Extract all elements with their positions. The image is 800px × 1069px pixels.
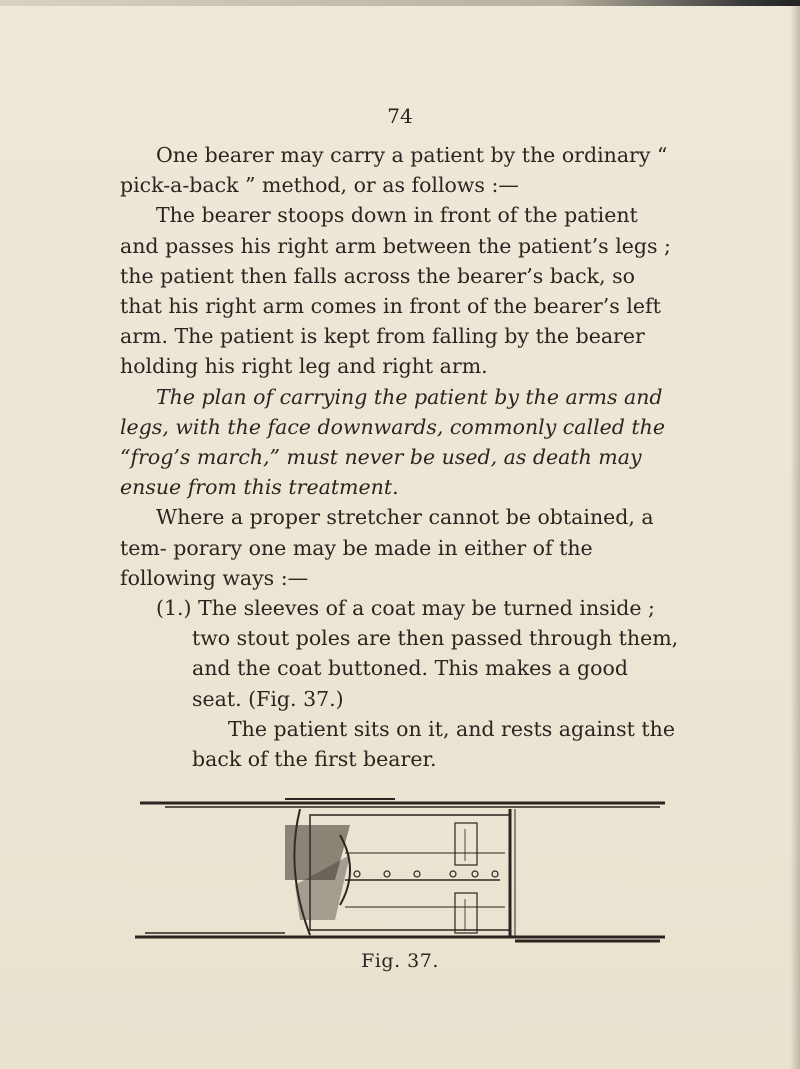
body-text xyxy=(120,140,680,774)
page-number: 74 xyxy=(387,104,413,128)
coat-stretcher-illustration xyxy=(135,795,665,945)
figure-coat-stretcher xyxy=(135,795,665,945)
lower-pole xyxy=(135,933,665,941)
figure-caption: Fig. 37. xyxy=(361,950,439,972)
paragraph-frogs-march-warning: The plan of carrying the patient by the arms and legs, with the face downwards, commonly called the “frog’s march,” must never be used, as death may ensue from this treatment. xyxy=(120,384,665,500)
paragraph-bearer-stoops: The bearer stoops down in front of the patient and passes his right arm between the patient’s legs ; the patient then falls across the bearer’s back, so that his right arm comes in front of the bearer’s left arm. The patient is kept from falling by the bearer holding his right leg and right arm. xyxy=(120,203,671,379)
paragraph-coat-method: (1.) The sleeves of a coat may be turned inside ; two stout poles are then passed through them, and the coat buttoned. This makes a good seat. (Fig. 37.) xyxy=(156,596,679,711)
page-top-edge xyxy=(0,0,800,6)
coat-buttons xyxy=(354,871,498,877)
upper-pole xyxy=(140,799,665,807)
paragraph-patient-sits: The patient sits on it, and rests against the back of the first bearer. xyxy=(192,716,675,772)
page-right-shadow xyxy=(790,0,800,1069)
paragraph-pick-a-back: One bearer may carry a patient by the ordinary “ pick-a-back ” method, or as follows :— xyxy=(120,143,668,198)
coat-body xyxy=(285,809,515,937)
paragraph-temporary-stretcher: Where a proper stretcher cannot be obtained, a tem- porary one may be made in either of the following ways :— xyxy=(120,505,654,590)
